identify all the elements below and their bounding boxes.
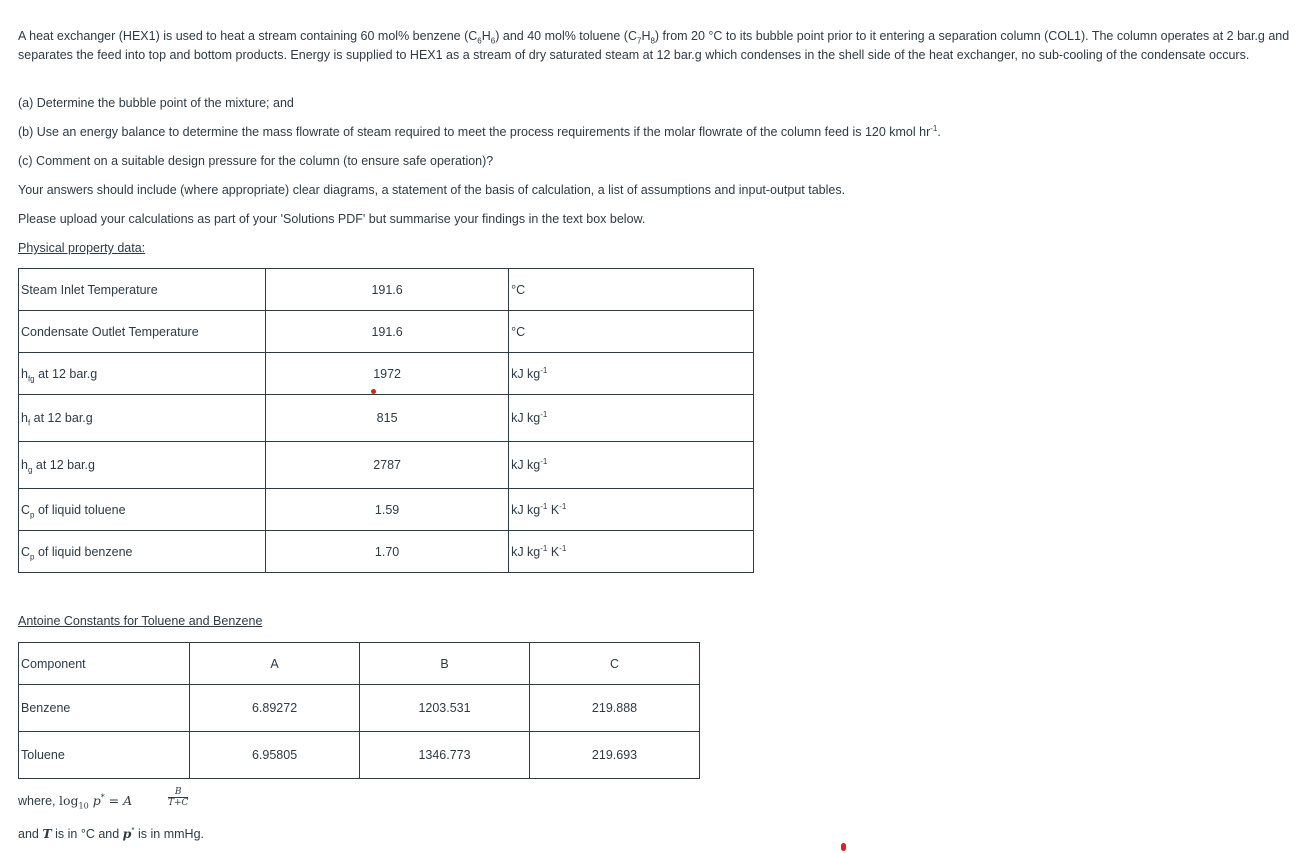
fraction-denominator: T+C — [168, 798, 189, 808]
table-row — [19, 685, 700, 732]
table-cell: 1203.531 — [360, 685, 530, 732]
property-unit: kJ $kg^{-1}$ $K^{-1}$ — [509, 489, 754, 531]
table-cell: 219.888 — [530, 685, 700, 732]
property-name: Condensate Outlet Temperature — [19, 311, 266, 353]
antoine-heading: Antoine Constants for Toluene and Benzene — [18, 614, 263, 628]
property-value: 1.59 — [266, 489, 509, 531]
property-value: 1972 — [266, 353, 509, 395]
table-row — [19, 442, 754, 489]
table-row — [19, 489, 754, 531]
question-a: (a) Determine the bubble point of the mixture; and — [18, 96, 294, 110]
table-cell: 219.693 — [530, 732, 700, 779]
column-header: B — [360, 643, 530, 685]
question-b: (b) Use an energy balance to determine the mass flowrate of steam required to meet the process requirements if the molar flowrate of the column feed is 120 kmol $hr^{-1}$. — [18, 123, 941, 139]
table-header-row — [19, 643, 700, 685]
property-name: $h_{fg}$ at 12 bar.g — [19, 353, 266, 395]
answer-instructions: Your answers should include (where appropriate) clear diagrams, a statement of the basis of calculation, a list of assumptions and input-output tables. — [18, 183, 846, 197]
property-value: 191.6 — [266, 311, 509, 353]
column-header: C — [530, 643, 700, 685]
fraction-numerator: B — [168, 787, 188, 798]
property-value: 2787 — [266, 442, 509, 489]
table-cell: Toluene — [19, 732, 190, 779]
question-c: (c) Comment on a suitable design pressure for the column (to ensure safe operation)? — [18, 154, 494, 168]
property-name: $C_p$ of liquid toluene — [19, 489, 266, 531]
column-header: Component — [19, 643, 190, 685]
physical-data-heading: Physical property data: — [18, 241, 146, 255]
table-cell: Benzene — [19, 685, 190, 732]
table-row — [19, 353, 754, 395]
table-row — [19, 311, 754, 353]
property-unit: kJ $kg^{-1}$ — [509, 442, 754, 489]
property-name: $C_p$ of liquid benzene — [19, 531, 266, 573]
property-name: $h_g$ at 12 bar.g — [19, 442, 266, 489]
table-row — [19, 395, 754, 442]
antoine-table — [18, 642, 700, 779]
property-unit: kJ $kg^{-1}$ — [509, 353, 754, 395]
property-unit: kJ $kg^{-1}$ $K^{-1}$ — [509, 531, 754, 573]
antoine-equation: where, $\log_{10} p^* = A$ — [18, 792, 133, 811]
table-cell: 6.89272 — [190, 685, 360, 732]
intro-paragraph: A heat exchanger (HEX1) is used to heat a stream containing 60 mol% benzene $(C_6H_6)$ and 40 mol% toluene $(C_7H_8)$ from 20 °C to its bubble point prior to it entering a separation column (COL1). The column operates at 2 bar.g and separates the feed into top and bottom products. Energy is supplied to HEX1 as a stream of dry saturated steam at 12 bar.g which condenses in the shell side of the heat exchanger, no sub-cooling of the condensate occurs. — [18, 29, 1290, 62]
units-note: and T is in °C and p* is in mmHg. — [18, 825, 204, 841]
property-unit: °C — [509, 311, 754, 353]
column-header: A — [190, 643, 360, 685]
red-marker-dot — [371, 389, 376, 394]
table-row — [19, 531, 754, 573]
property-unit: kJ $kg^{-1}$ — [509, 395, 754, 442]
table-row — [19, 269, 754, 311]
table-cell: 6.95805 — [190, 732, 360, 779]
equation-fraction — [168, 787, 188, 808]
table-row — [19, 732, 700, 779]
physical-property-table — [18, 268, 754, 573]
property-value: 191.6 — [266, 269, 509, 311]
property-unit: °C — [509, 269, 754, 311]
property-name: Steam Inlet Temperature — [19, 269, 266, 311]
property-value: 1.70 — [266, 531, 509, 573]
red-marker-dot — [841, 843, 846, 851]
upload-instructions: Please upload your calculations as part of your 'Solutions PDF' but summarise your findings in the text box below. — [18, 212, 646, 226]
property-name: $h_f$ at 12 bar.g — [19, 395, 266, 442]
property-value: 815 — [266, 395, 509, 442]
table-cell: 1346.773 — [360, 732, 530, 779]
